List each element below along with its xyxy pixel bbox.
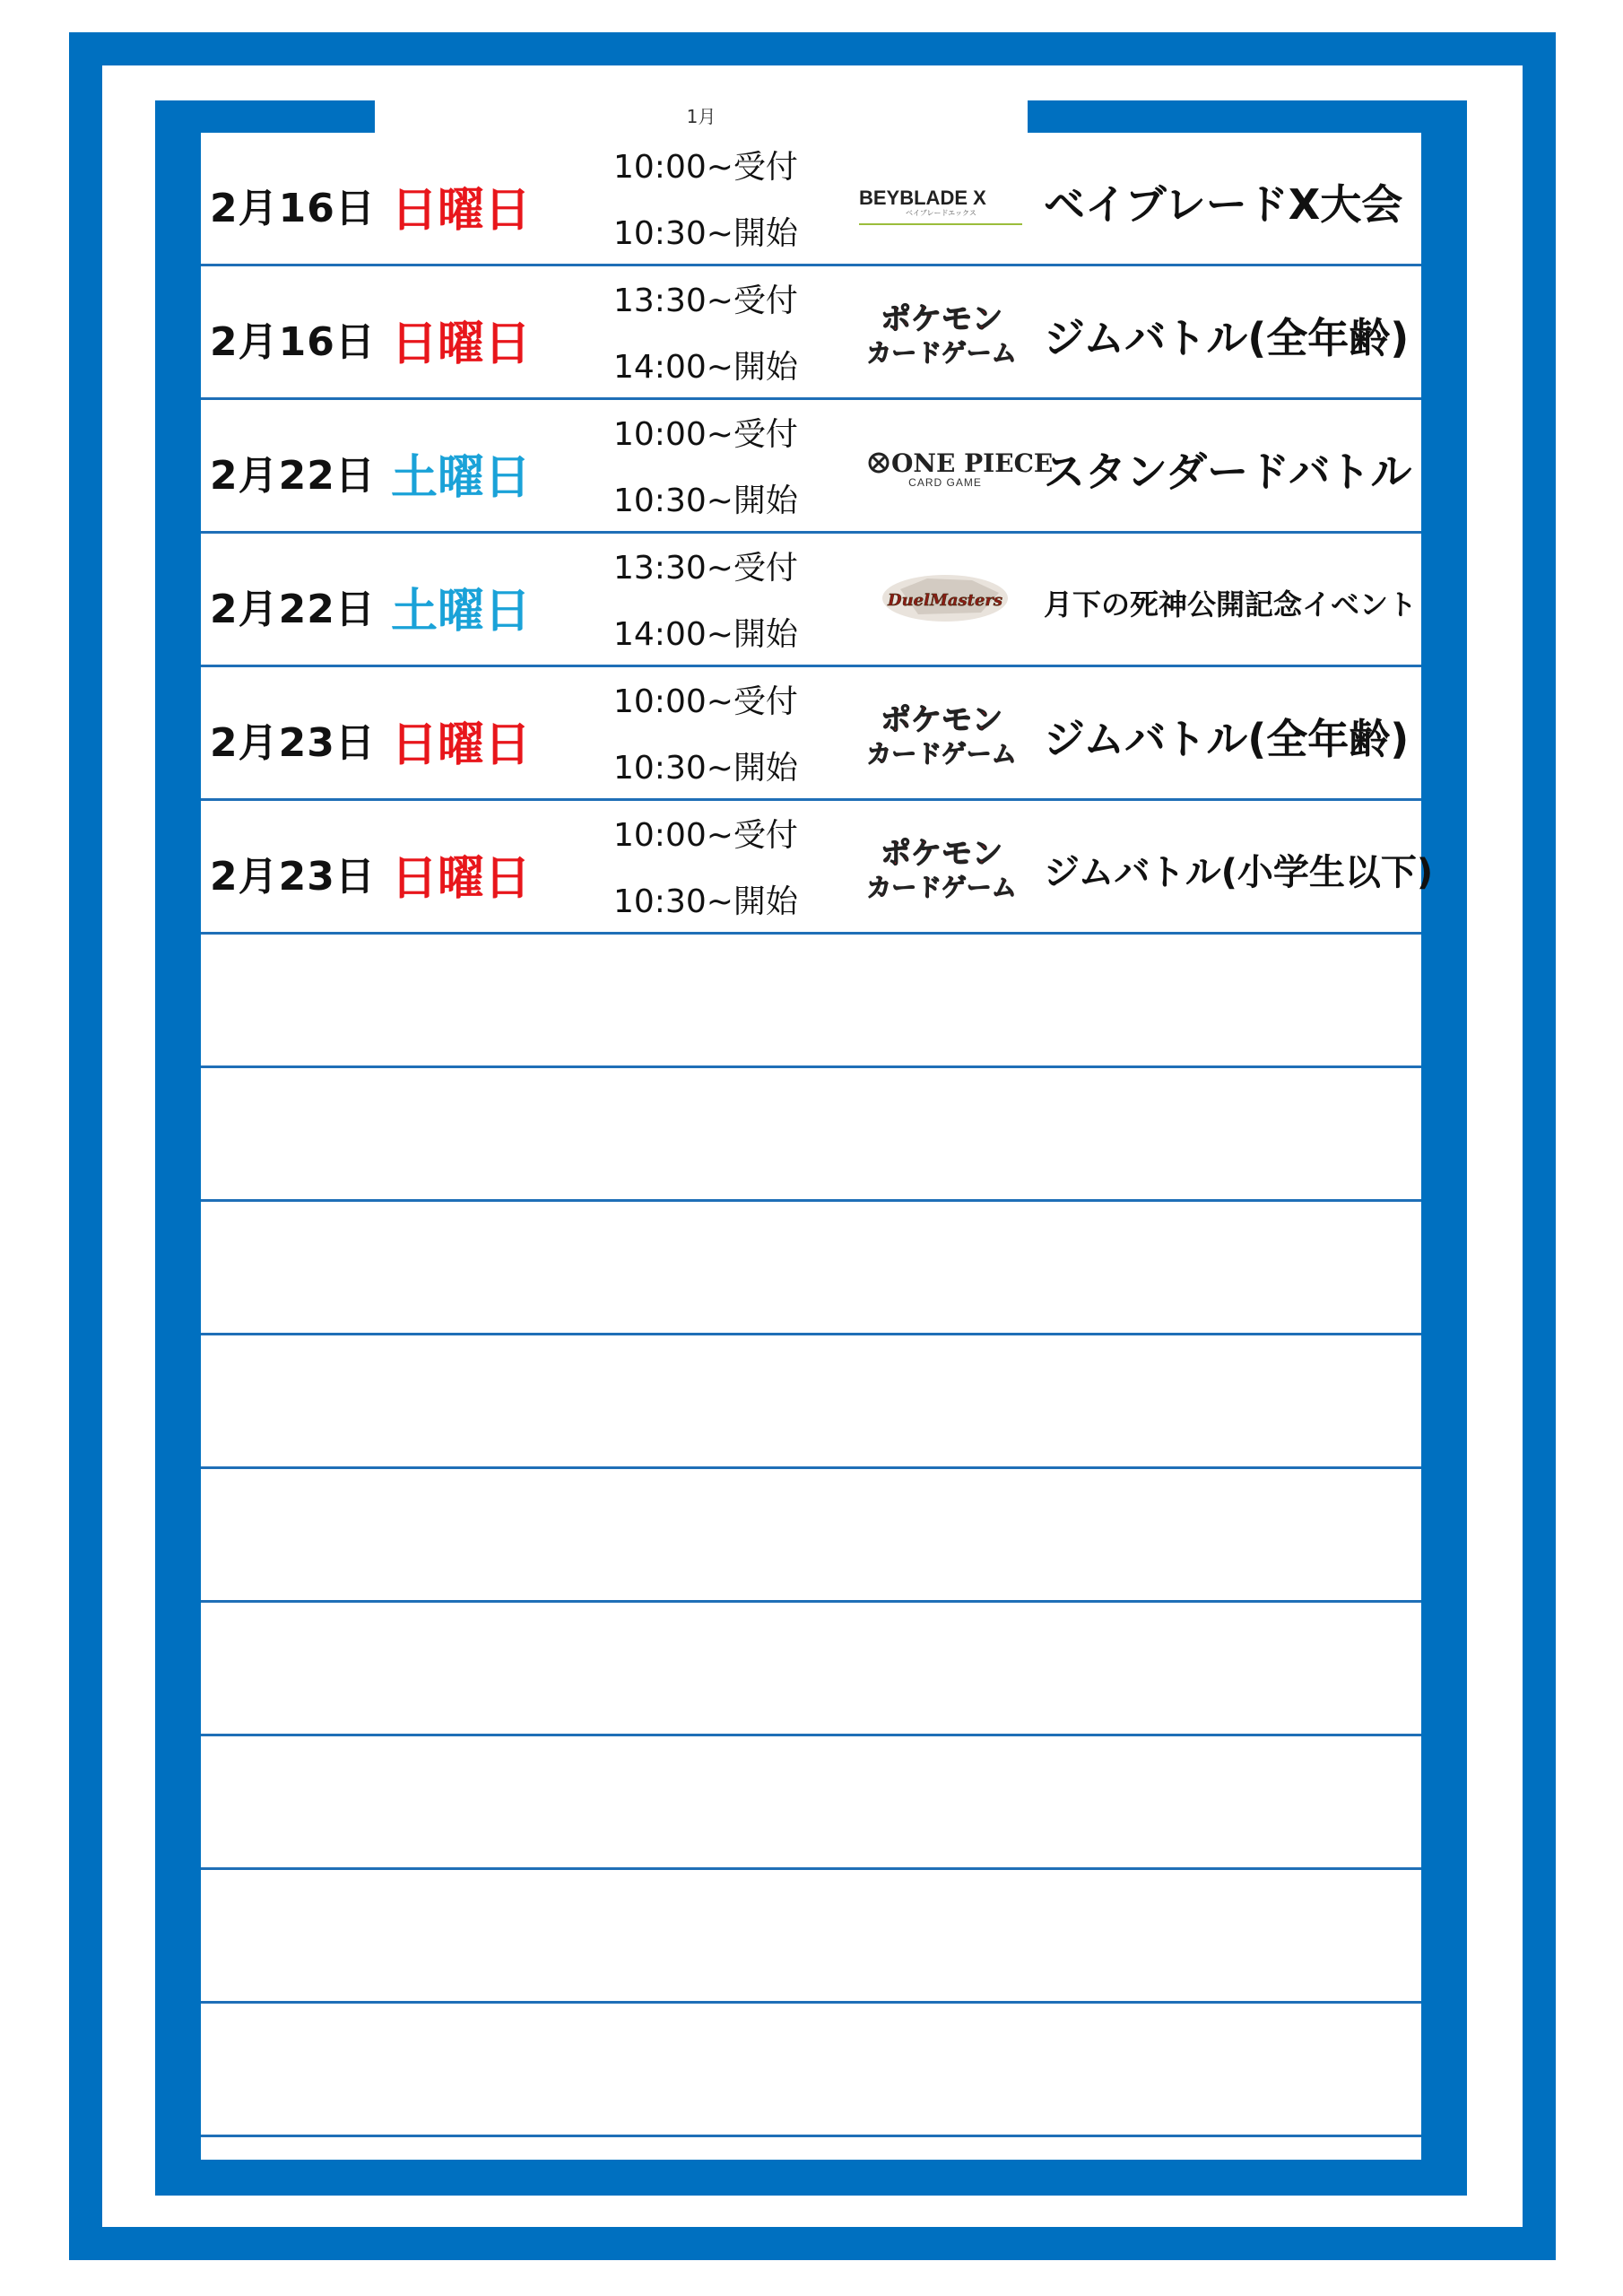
reception-time: 10:00~受付 (613, 817, 798, 854)
empty-row (201, 1335, 1421, 1469)
pokemon-card-game-logo (855, 687, 1035, 777)
event-date: 2月16日 (210, 186, 376, 231)
reception-time: 13:30~受付 (613, 550, 798, 587)
event-title: ジムバトル(全年齢) (1044, 715, 1410, 763)
event-title: スタンダードバトル (1044, 448, 1412, 496)
one-piece-logo-subtext: CARD GAME (908, 476, 982, 489)
empty-row (201, 2004, 1421, 2137)
event-row (201, 266, 1421, 400)
pokemon-card-game-logo (855, 821, 1035, 910)
event-row (201, 133, 1421, 266)
empty-row (201, 1202, 1421, 1335)
start-time: 14:00~開始 (613, 616, 798, 653)
start-time: 10:30~開始 (613, 483, 798, 519)
empty-row (201, 935, 1421, 1068)
duel-masters-logo (855, 553, 1035, 643)
reception-time: 10:00~受付 (613, 149, 798, 186)
event-date: 2月23日 (210, 854, 376, 900)
event-weekday: 土曜日 (391, 585, 532, 639)
event-weekday: 日曜日 (391, 184, 532, 238)
pokemon-logo-subtext: カードゲーム (866, 873, 1017, 902)
event-date: 2月22日 (210, 453, 376, 499)
event-weekday: 土曜日 (391, 451, 532, 505)
start-time: 10:30~開始 (613, 750, 798, 787)
event-row (201, 801, 1434, 935)
reception-time: 10:00~受付 (613, 683, 798, 720)
beyblade-x-logo (855, 152, 1035, 242)
pokemon-logo-subtext: カードゲーム (866, 739, 1017, 769)
empty-row (201, 1068, 1421, 1202)
event-title: ベイブレードX大会 (1044, 180, 1403, 229)
pokemon-card-game-logo (855, 286, 1035, 376)
event-weekday: 日曜日 (391, 317, 532, 371)
event-weekday: 日曜日 (391, 718, 532, 772)
event-row (201, 534, 1421, 667)
event-date: 2月22日 (210, 587, 376, 632)
empty-row (201, 1736, 1421, 1870)
pokemon-logo-subtext: カードゲーム (866, 338, 1017, 368)
pokemon-logo-text: ポケモン (881, 702, 1002, 738)
empty-row (201, 1469, 1421, 1603)
start-time: 14:00~開始 (613, 349, 798, 386)
event-title: ジムバトル(全年齢) (1044, 314, 1410, 362)
empty-row (201, 1603, 1421, 1736)
event-weekday: 日曜日 (391, 852, 532, 906)
event-title: ジムバトル(小学生以下) (1044, 852, 1434, 893)
empty-row (201, 1870, 1421, 2004)
duel-masters-logo-text: DuelMasters (887, 591, 1003, 610)
reception-time: 10:00~受付 (613, 416, 798, 453)
start-time: 10:30~開始 (613, 883, 798, 920)
event-row (201, 667, 1421, 801)
start-time: 10:30~開始 (613, 215, 798, 252)
event-date: 2月23日 (210, 720, 376, 766)
one-piece-logo-text: ONE PIECE (891, 448, 1054, 478)
pokemon-logo-text: ポケモン (881, 836, 1002, 872)
event-row (201, 400, 1421, 534)
beyblade-logo-subtext: ベイブレードエックス (906, 209, 976, 217)
beyblade-logo-text: BEYBLADE X (859, 187, 986, 209)
pokemon-logo-text: ポケモン (881, 301, 1002, 337)
event-date: 2月16日 (210, 319, 376, 365)
event-title: 月下の死神公開記念イベント (1044, 587, 1418, 622)
reception-time: 13:30~受付 (613, 283, 798, 319)
one-piece-card-game-logo (855, 420, 1054, 509)
month-label: 1月 (375, 100, 1028, 133)
